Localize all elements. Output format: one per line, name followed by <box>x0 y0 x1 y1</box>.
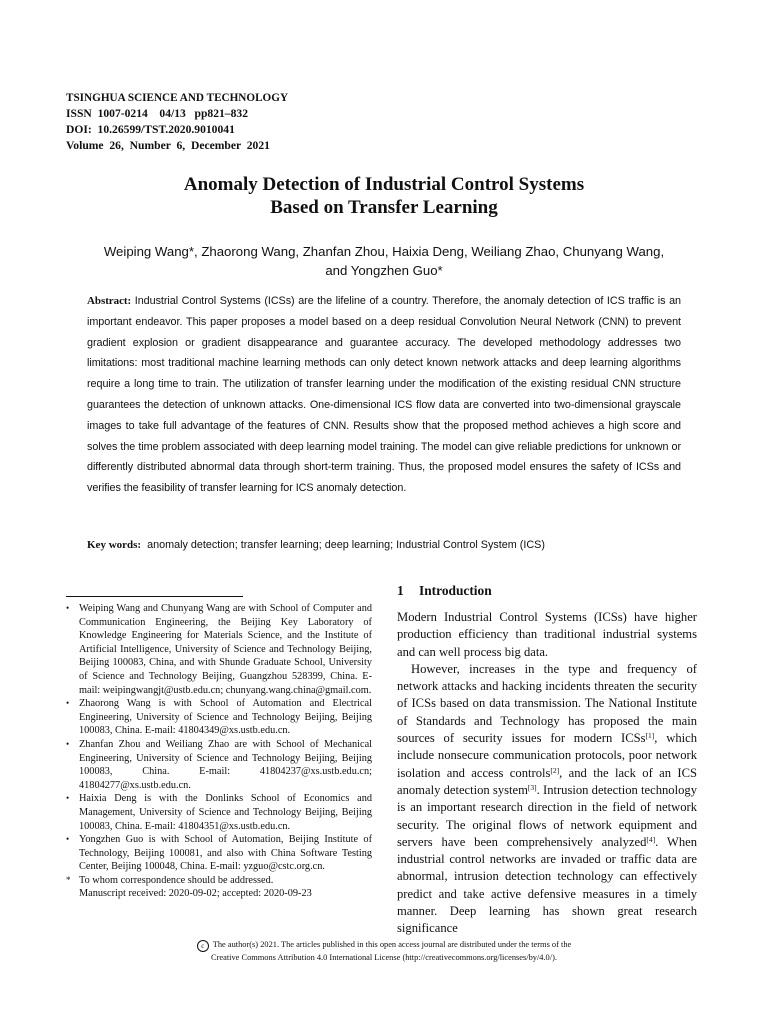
journal-header <box>66 90 386 154</box>
paragraph-text: . When industrial control networks are invaded or traffic data are abnormal, intrusion detection technology can effectively predict and take active defensive measures in a timely manner. Deep learning has shown great research significance <box>397 834 697 936</box>
footnote-text: To whom correspondence should be addressed. <box>79 874 274 886</box>
section-heading <box>397 583 492 599</box>
introduction-body <box>397 609 697 938</box>
keywords <box>87 537 681 553</box>
citation-link[interactable]: [2] <box>550 765 560 775</box>
abstract-text: Industrial Control Systems (ICSs) are the lifeline of a country. Therefore, the anomaly detection of ICS traffic is an important endeavor. This paper proposes a model based on a deep residual Convolution Neural Network (CNN) to prevent gradient explosion or gradient disappearance and guarantee accuracy. The developed methodology addresses two limitations: most traditional machine learning methods can only detect known network attacks and deep learning algorithms require a long time to train. The utilization of transfer learning under the modification of the existing residual CNN structure guarantees the detection of unknown attacks. One-dimensional ICS flow data are converted into two-dimensional grayscale images to take full advantage of the features of CNN. Results show that the proposed method achieves a high score and solves the time problem associated with deep learning model training. The model can give reliable predictions for unknown or differently distributed abnormal data through short-term training. Thus, the proposed model ensures the safety of ICSs and verifies the feasibility of transfer learning for ICS anomaly detection. <box>87 295 682 495</box>
abstract-label: Abstract: <box>87 295 132 307</box>
paragraph: Modern Industrial Control Systems (ICSs) have higher production efficiency than traditional industrial systems and can well process big data. <box>397 610 697 659</box>
footnote-item <box>66 738 372 792</box>
authors-line-1: Weiping Wang*, Zhaorong Wang, Zhanfan Zhou, Haixia Deng, Weiliang Zhao, Chunyang Wang, <box>103 244 665 259</box>
bullet-icon: • <box>66 603 70 613</box>
correspondence-note <box>66 874 372 888</box>
footnote-item <box>66 792 372 833</box>
footnote-item <box>66 697 372 738</box>
bullet-icon: • <box>66 834 70 845</box>
footnote-item <box>66 833 372 874</box>
citation-link[interactable]: [4] <box>646 834 656 844</box>
abstract <box>87 291 681 499</box>
footnote-text: Zhanfan Zhou and Weiliang Zhao are with School of Mechanical Engineering, University of Science and Technology Beijing, Beijing 100083, China. E-mail: 41804237@xs.ustb.edu.cn; 41804277@xs.ustb.edu.cn. <box>79 738 372 791</box>
license-line-2[interactable]: Creative Commons Attribution 4.0 International License (http://creativecommons.org/licenses/by/4.0/). <box>211 953 557 962</box>
paragraph-text: However, increases in the type and frequency of network attacks and hacking incidents threaten the security of ICSs based on data transmission. The National Institute of Standards and Technology has proposed the main sources of security issues for modern ICSs <box>397 661 697 746</box>
license-line-1: The author(s) 2021. The articles published in this open access journal are distributed under the terms of the <box>212 940 572 949</box>
title-line-1: Anomaly Detection of Industrial Control Systems <box>183 174 585 195</box>
section-title: Introduction <box>419 583 492 598</box>
asterisk-icon: * <box>66 874 71 885</box>
footnote-item <box>66 602 372 697</box>
issn-line: ISSN 1007-0214 04/13 pp821–832 <box>66 107 248 120</box>
volume-line: Volume 26, Number 6, December 2021 <box>66 139 270 152</box>
citation-link[interactable]: [3] <box>527 782 537 792</box>
author-list <box>84 242 684 280</box>
title-line-2: Based on Transfer Learning <box>270 197 498 218</box>
journal-name: TSINGHUA SCIENCE AND TECHNOLOGY <box>66 92 289 104</box>
paper-title <box>84 173 684 219</box>
affiliation-footnotes <box>66 602 372 901</box>
copyright-icon: c <box>197 940 209 952</box>
license-notice <box>150 939 618 963</box>
keywords-text: anomaly detection; transfer learning; deep learning; Industrial Control System (ICS) <box>147 539 545 551</box>
footnote-divider <box>66 596 243 597</box>
authors-line-2: and Yongzhen Guo* <box>325 263 443 278</box>
footnote-text: Zhaorong Wang is with School of Automation and Electrical Engineering, University of Science and Technology Beijing, Beijing 100083, China. E-mail: 41804349@xs.ustb.edu.cn. <box>79 698 372 737</box>
manuscript-dates: Manuscript received: 2020-09-02; accepted: 2020-09-23 <box>79 888 312 900</box>
section-number: 1 <box>397 583 404 598</box>
bullet-icon: • <box>66 698 70 709</box>
paragraph-text: . Intrusion detection technology is an important research direction in the field of network security. The original flows of network equipment and servers have been comprehensively analyzed <box>397 782 697 849</box>
bullet-icon: • <box>66 738 70 749</box>
citation-link[interactable]: [1] <box>645 731 655 741</box>
paragraph-text: , which include nonsecure communication protocols, poor network isolation and access controls <box>397 731 698 780</box>
paragraph-text: , and the lack of an ICS anomaly detection system <box>397 765 697 797</box>
footnote-text: Haixia Deng is with the Donlinks School of Economics and Management, University of Science and Technology Beijing, Beijing 100083, China. E-mail: 41804351@xs.ustb.edu.cn. <box>79 793 372 832</box>
doi-line: DOI: 10.26599/TST.2020.9010041 <box>66 123 235 136</box>
footnote-text: Yongzhen Guo is with School of Automation, Beijing Institute of Technology, Beijing 100081, and also with China Software Testing Center, Beijing 100048, China. E-mail: yzguo@cstc.org.cn. <box>79 834 372 873</box>
keywords-label: Key words: <box>87 539 142 551</box>
footnote-text: Weiping Wang and Chunyang Wang are with School of Computer and Communication Engineering, the Beijing Key Laboratory of Knowledge Engineering for Materials Science, and the Institute of Artificial Intelligence, University of Science and Technology Beijing, Beijing 100083, China, and with Shunde Graduate School, University of Science and Technology Beijing, Guangzhou 528399, China. E-mail: weipingwangjt@ustb.edu.cn; chunyang.wang.china@gmail.com. <box>79 603 372 696</box>
paragraph <box>397 661 697 938</box>
bullet-icon: • <box>66 793 70 804</box>
